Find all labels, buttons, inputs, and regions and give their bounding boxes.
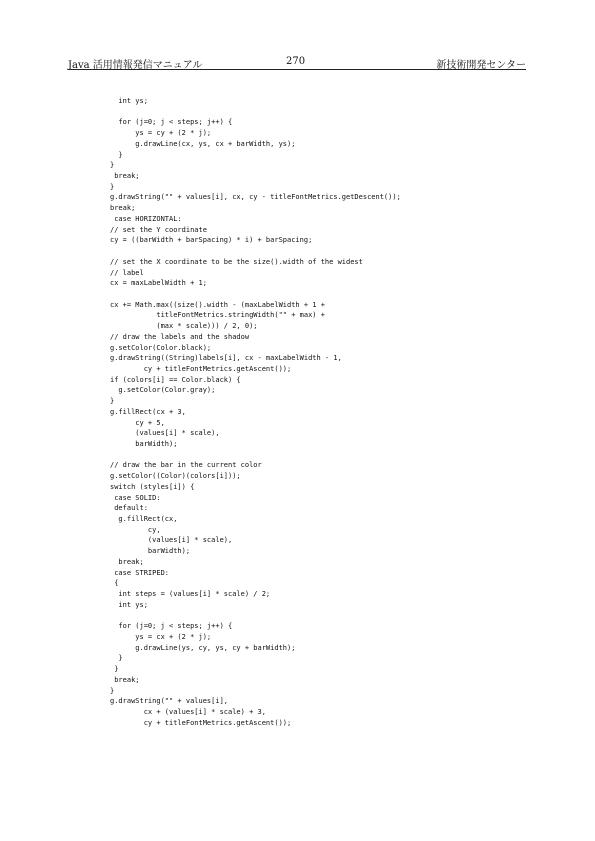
code-line — [110, 246, 510, 257]
code-line: ys = cy + (2 * j); — [110, 129, 212, 138]
page-header — [68, 54, 526, 70]
code-line: case SOLID: — [110, 493, 161, 502]
header-title: Java 活用情報発信マニュアル — [68, 60, 203, 71]
code-line: // set the Y coordinate — [110, 225, 207, 234]
page-number: 270 — [286, 56, 306, 67]
code-line: titleFontMetrics.stringWidth("" + max) + — [110, 311, 325, 320]
code-line: int ys; — [110, 600, 148, 609]
code-line — [110, 107, 510, 118]
code-line: cy, — [110, 525, 161, 534]
code-line: switch (styles[i]) { — [110, 482, 195, 491]
code-line: } — [110, 150, 123, 159]
code-line: } — [110, 397, 115, 406]
code-line: (values[i] * scale), — [110, 536, 233, 545]
code-line: g.setColor((Color)(colors[i])); — [110, 472, 241, 481]
code-line: break; — [110, 172, 140, 181]
code-line: cx += Math.max((size().width - (maxLabelWidth + 1 + — [110, 300, 325, 309]
code-line: // set the X coordinate to be the size().width of the widest — [110, 257, 363, 266]
code-line: // label — [110, 268, 144, 277]
code-line: for (j=0; j < steps; j++) { — [110, 622, 233, 631]
code-line: ys = cx + (2 * j); — [110, 632, 212, 641]
code-line: (values[i] * scale), — [110, 429, 220, 438]
code-line: // draw the labels and the shadow — [110, 332, 250, 341]
code-line: g.drawString("" + values[i], — [110, 697, 229, 706]
code-line: // draw the bar in the current color — [110, 461, 262, 470]
code-line: cy = ((barWidth + barSpacing) * i) + barSpacing; — [110, 236, 313, 245]
code-line: g.setColor(Color.black); — [110, 343, 212, 352]
code-line: cx = maxLabelWidth + 1; — [110, 279, 207, 288]
code-line: case STRIPED: — [110, 568, 170, 577]
code-line: cx + (values[i] * scale) + 3, — [110, 707, 266, 716]
code-line: (max * scale))) / 2, 0); — [110, 322, 258, 331]
code-line: g.setColor(Color.gray); — [110, 386, 216, 395]
code-line: case HORIZONTAL: — [110, 214, 182, 223]
code-line — [110, 289, 510, 300]
code-line: break; — [110, 675, 140, 684]
code-line: int steps = (values[i] * scale) / 2; — [110, 590, 271, 599]
code-line: if (colors[i] == Color.black) { — [110, 375, 241, 384]
code-line: cy + titleFontMetrics.getAscent()); — [110, 718, 292, 727]
code-line: break; — [110, 204, 136, 213]
code-line: g.drawString((String)labels[i], cx - maxLabelWidth - 1, — [110, 354, 342, 363]
code-line: } — [110, 654, 123, 663]
code-line: barWidth); — [110, 440, 178, 448]
code-line: break; — [110, 557, 144, 566]
code-line: cy + titleFontMetrics.getAscent()); — [110, 364, 292, 373]
code-line: for (j=0; j < steps; j++) { — [110, 118, 233, 127]
code-line: g.drawString("" + values[i], cx, cy - titleFontMetrics.getDescent()); — [110, 193, 401, 202]
code-line — [110, 450, 510, 461]
code-line: g.drawLine(cx, ys, cx + barWidth, ys); — [110, 139, 296, 148]
code-line: g.fillRect(cx + 3, — [110, 407, 186, 416]
code-line: g.drawLine(ys, cy, ys, cy + barWidth); — [110, 643, 296, 652]
code-line: default: — [110, 504, 148, 513]
header-organization: 新技術開発センター — [436, 60, 526, 71]
code-line: barWidth); — [110, 547, 191, 556]
code-line: } — [110, 665, 119, 674]
code-line: g.fillRect(cx, — [110, 515, 178, 524]
code-line: { — [110, 579, 119, 588]
code-line: cy + 5, — [110, 418, 165, 427]
header-rule — [68, 69, 526, 70]
code-listing — [110, 96, 510, 728]
code-line: } — [110, 182, 115, 191]
code-line: int ys; — [110, 97, 148, 105]
code-line: } — [110, 161, 115, 170]
code-line — [110, 611, 510, 622]
code-line: } — [110, 686, 115, 695]
